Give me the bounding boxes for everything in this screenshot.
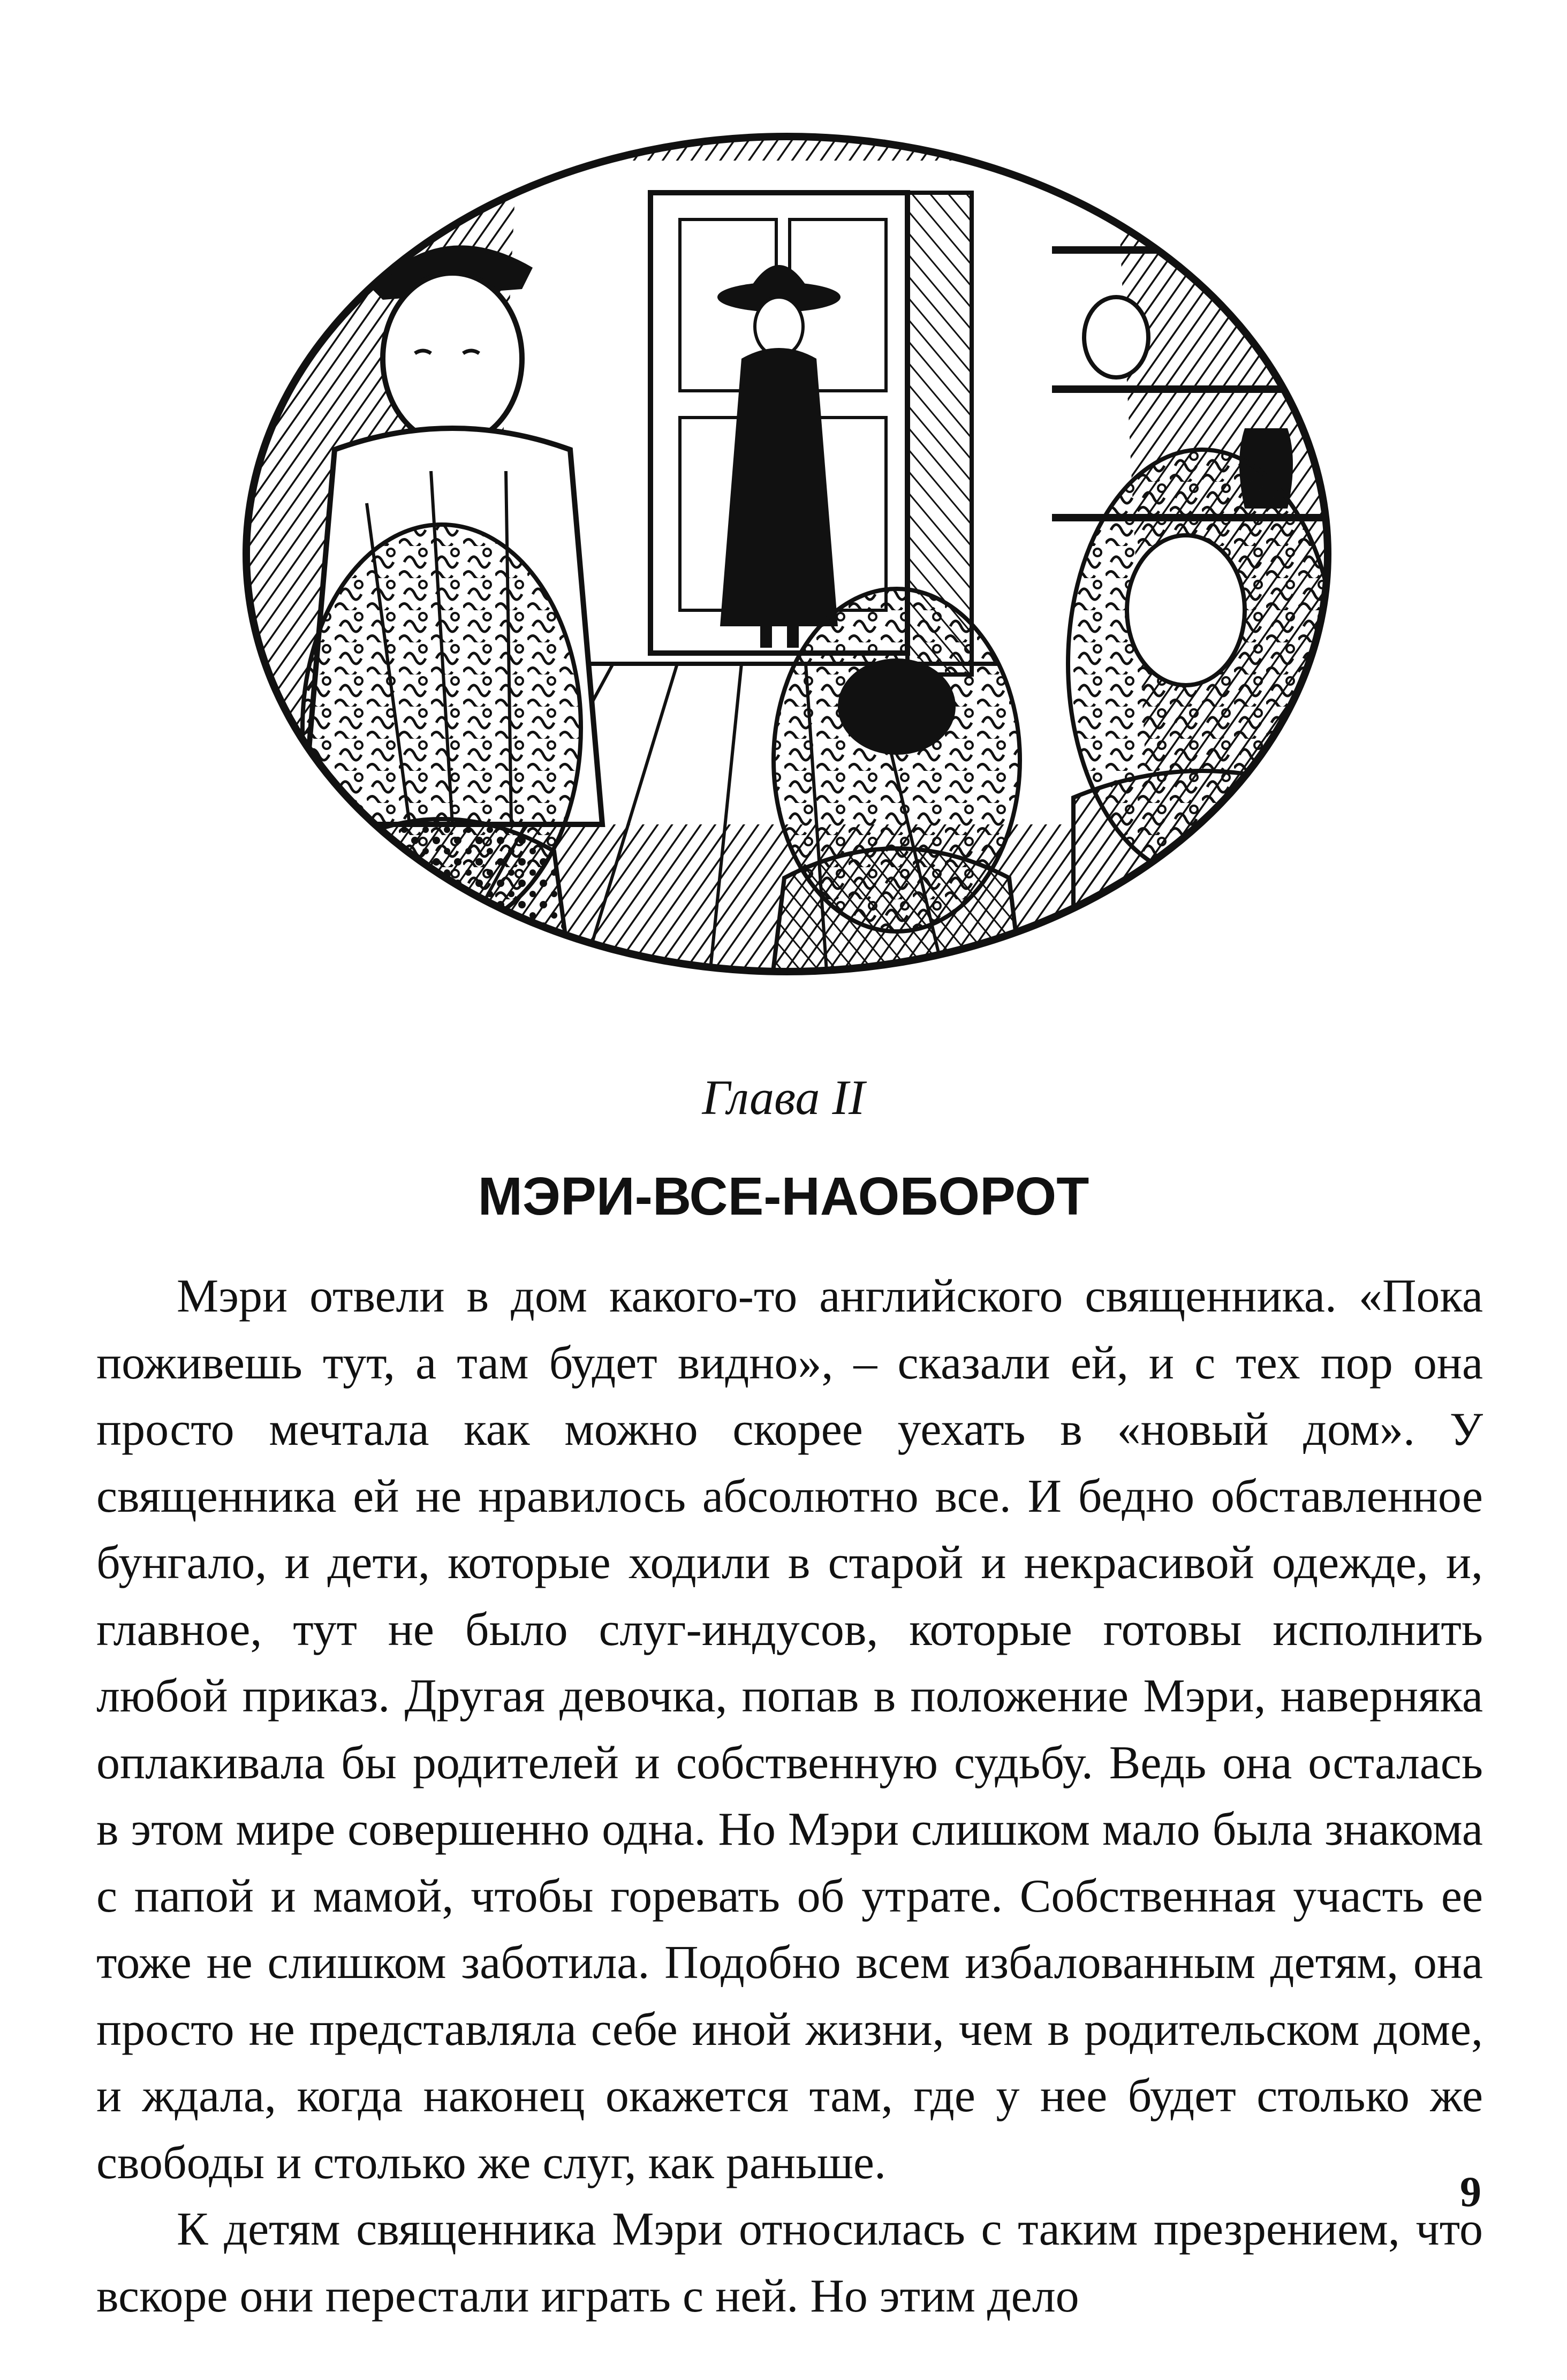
doorway-scene-drawing <box>238 128 1336 980</box>
chapter-illustration <box>238 128 1336 980</box>
body-text <box>96 1263 1483 2330</box>
paragraph: Мэри отвели в дом какого-то английского священника. «Пока поживешь тут, а там будет видно», – сказали ей, и с тех пор она просто мечтала как можно скорее уехать в «новый дом». У священника ей не нравилось абсолютно все. И бедно обставленное бунгало, и дети, которые ходили в старой и некрасивой одежде, и, главное, тут не было слуг-индусов, которые готовы исполнить любой приказ. Другая девочка, попав в положение Мэри, наверняка оплакивала бы родителей и собственную судьбу. Ведь она осталась в этом мире совершенно одна. Но Мэри слишком мало была знакома с папой и мамой, чтобы горевать об утрате. Собственная участь ее тоже не слишком заботила. Подобно всем избалованным детям, она просто не представляла себе иной жизни, чем в родительском доме, и ждала, когда наконец окажется там, где у нее будет столько же свободы и столько же слуг, как раньше. <box>96 1270 1483 2189</box>
chapter-label: Глава II <box>702 1070 865 1125</box>
page-number: 9 <box>1460 2169 1481 2216</box>
chapter-title: МЭРИ-ВСЕ-НАОБОРОТ <box>478 1166 1089 1226</box>
paragraph: К детям священника Мэри относилась с таким презрением, что вскоре они перестали играть с ней. Но этим дело <box>96 2203 1483 2322</box>
